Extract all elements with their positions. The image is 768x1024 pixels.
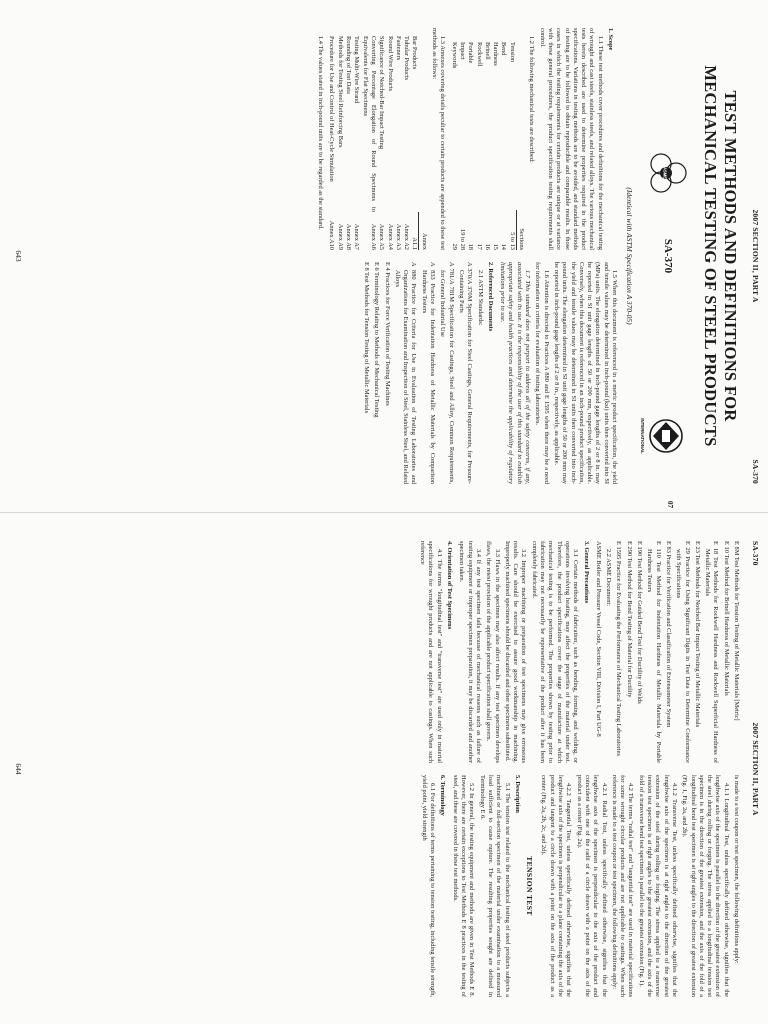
annex-name: Rounding of Test Data bbox=[345, 36, 353, 94]
asme-reference: ASME Boiler and Pressure Vessel Code, Section VIII, Division I, Part UG-8 bbox=[594, 541, 602, 737]
section-5-heading: 5. Description bbox=[513, 775, 521, 813]
reference-item: A 880 Practice for Criteria for Use in Evaluation of Testing Laboratories and Organizations for Examination and Inspection of Steel, Stainless Steel, and Related Alloys bbox=[393, 262, 418, 484]
tests-table-header: Sections bbox=[516, 210, 525, 250]
margin-revision-mark: 07 bbox=[666, 501, 674, 508]
annex-name: Methods for Testing Steel Reinforcing Bars bbox=[336, 36, 344, 148]
running-head-right bbox=[746, 541, 760, 997]
test-name: Rockwell bbox=[475, 42, 483, 67]
reference-item: E 23 Test Methods for Notched Bar Impact Testing of Metallic Materials bbox=[693, 541, 701, 728]
paragraph-2-1: 2.1 ASTM Standards: bbox=[476, 270, 484, 326]
paragraph-4-2-2: 4.2.2 Tangential Test, unless specifically defined otherwise, signifies that the lengthwise axis of the specimen is perpendicular to a plane containing the axis of the product and tangent to a circle drawn with a point on the axis of the product as a center (Fig. 2a, 2b, 2c, and 2d). bbox=[540, 775, 573, 997]
svg-text:ASME: ASME bbox=[662, 166, 668, 180]
paragraph-4-2: 4.2 The terms "radial test" and "tangential test" are used in material specifications for some wrought circular products and are not applicable to castings. When such reference is made to a test coupon or test specimen, the following definitions apply: bbox=[610, 775, 635, 997]
reference-item: E 83 Practice for Verification and Classification of Extensometer System bbox=[664, 541, 672, 728]
paragraph-5-1: 5.1 The tension test related to the mechanical testing of steel products subjects a machined or full-section specimen of the material under examination to a measured load sufficient to cause rupture. The resulting properties sought are defined in Terminology E 6. bbox=[478, 775, 511, 997]
section-4-heading: 4. Orientation of Test Specimens bbox=[446, 541, 454, 630]
annex-id: Annex A7 bbox=[353, 223, 361, 250]
right-page-column-2 bbox=[418, 775, 740, 997]
reference-item: E 6 Terminology Relating to Methods of Mechanical Testing bbox=[373, 262, 381, 418]
test-name: Brinell bbox=[483, 42, 491, 60]
test-name: Impact bbox=[458, 42, 466, 60]
paragraph-3-2: 3.2 Improper machining or preparation of test specimens may give erroneous results. Care should be exercised to assure good workmanship in machining. Improperly machined specimens should be discarded and other specimens substituted. bbox=[503, 541, 528, 763]
right-page-column-1 bbox=[416, 541, 740, 763]
annex-name: Bar Products bbox=[411, 36, 419, 70]
annex-id: Annex A4 bbox=[386, 223, 394, 250]
paragraph-4-1-1: 4.1.1 Longitudinal Test, unless specifically defined otherwise, signifies that the lengthwise axis of the specimen is parallel to the direction of the greatest extension of the steel during rolling or forging. The stress applied to a longitudinal tension test specimen is in the direction of the greatest extension, and the axis of the fold of a longitudinal bend test specimen is at right angles to the direction of greatest extension (Fig. 1, Fig. 2a, and 2b). bbox=[681, 775, 730, 997]
running-head-designation: SA-370 bbox=[751, 541, 760, 566]
reference-item: A 833 Practice for Indentation Hardness of Metallic Materials by Comparison Hardness Testers bbox=[420, 262, 437, 484]
section-6-heading: 6. Terminology bbox=[439, 775, 447, 816]
annex-id: Annex A2 bbox=[403, 223, 411, 250]
test-name: Hardness bbox=[492, 42, 500, 66]
designation-label: SA-370 bbox=[662, 238, 674, 274]
paragraph-3-4: 3.4 If any test specimen fails because of mechanical reasons such as failure of testing equipment or improper specimen preparation, it may be discarded and another specimen taken. bbox=[458, 541, 482, 763]
reference-item: E 10 Test Method for Brinell Hardness of Metallic Materials bbox=[722, 541, 730, 696]
reference-item: E 1595 Practice for Evaluating the Performance of Mechanical Testing Laboratories bbox=[615, 541, 623, 756]
reference-item: E 8 Test Methods for Tension Testing of Metallic Materials bbox=[362, 262, 370, 414]
annex-id: A1.1 bbox=[411, 237, 419, 250]
title-block bbox=[620, 30, 690, 482]
test-sections: 18 bbox=[467, 243, 475, 250]
running-head-year: 2007 SECTION II, PART A bbox=[751, 209, 760, 303]
tests-table bbox=[449, 42, 525, 250]
reference-item: E 4 Practices for Force Verification of Testing Machines bbox=[383, 262, 391, 406]
annex-id: Annex A3 bbox=[394, 223, 402, 250]
annex-name: Significance of Notched-Bar Impact Testing bbox=[378, 36, 386, 150]
paragraph-3-1: 3.1 Certain methods of fabrication, such as bending, forming, and welding, or operations involving heating, may affect the properties of the material under test. Therefore, the product specifications cover the stage of manufacture at which mechanical testing is to be performed. The properties shown by testing prior to fabrication may not necessarily be representative of the product after it has been completely fabricated. bbox=[530, 541, 580, 763]
paragraph-2-2: 2.2 ASME Document: bbox=[605, 549, 613, 606]
test-name: Portable bbox=[467, 42, 475, 64]
test-sections: 15 bbox=[492, 243, 500, 250]
paragraph-1-4: 1.4 The values stated in inch-pound units are to be regarded as the standard. bbox=[317, 36, 325, 230]
reference-item: E 290 Test Method for Bend Testing of Material for Ductility bbox=[625, 541, 633, 698]
annex-name: Converting Percentage Elongation of Round Specimens to Equivalents for Flat Specimens bbox=[361, 36, 377, 212]
annex-name: Testing Multi-Wire Strand bbox=[353, 36, 361, 104]
running-head-year: 2007 SECTION II, PART A bbox=[751, 722, 760, 816]
page-644 bbox=[0, 512, 768, 1024]
paragraph-1-7: 1.7 This standard does not purport to address all of the safety concerns, if any, associated with its use. It is the responsibility of the user of this standard to establish appropriate safety and health practices and determine the applicability of regulatory limitations prior to use. bbox=[499, 262, 532, 484]
paragraph-1-3: 1.3 Annexes covering details peculiar to certain products are appended to these test methods as follows: bbox=[431, 28, 447, 250]
page-number-643: 643 bbox=[14, 250, 23, 262]
test-sections: 29 bbox=[450, 243, 458, 250]
reference-item: E 29 Practice for Using Significant Digits in Test Data to Determine Conformance with Specifications bbox=[675, 541, 691, 763]
test-name: Bend bbox=[500, 42, 508, 56]
reference-item: E 110 Test Method for Indentation Hardness of Metallic Materials by Portable Hardness Testers bbox=[646, 541, 662, 763]
paragraph-4-1-2: 4.1.2 Transverse Test, unless specifically defined otherwise, signifies that the lengthwise axis of the specimen is at right angles to the direction of the greatest extension of the steel during rolling or forging. The stress applied to a transverse tension test specimen is at right angles to the greatest extension, and the axis of the fold of a transverse bend test specimen is parallel to the greatest extension (Fig. 1). bbox=[637, 775, 678, 997]
reference-item: E 18 Test Methods for Rockwell Hardness and Rockwell Superficial Hardness of Metallic Materials bbox=[704, 541, 720, 763]
annex-name: Round Wire Products bbox=[386, 36, 394, 92]
running-head-designation: SA-370 bbox=[751, 459, 760, 484]
annex-id: Annex A9 bbox=[336, 223, 344, 250]
reference-item: A 370/A 370M Specification for Steel Castings, General Requirements, for Pressure-Containing Parts bbox=[457, 262, 474, 484]
annex-name: Tubular Products bbox=[403, 36, 411, 80]
annexes-table bbox=[327, 36, 428, 250]
test-name: Keywords bbox=[450, 42, 458, 69]
title-line-2: MECHANICAL TESTING OF STEEL PRODUCTS bbox=[701, 65, 720, 447]
tension-test-heading: TENSION TEST bbox=[525, 856, 535, 916]
paragraph-1-1: 1.1 These test methods cover procedures and definitions for the mechanical testing of wrought and cast steels, stainless steels, and related alloys. The various mechanical tests herein described are used to determine properties required in the product specifications. Variations in testing methods are to be avoided, and standard methods of testing are to be followed to obtain reproducible and comparable results. In those cases in which the testing requirements for certain products are unique or at variance with these general procedures, the product specification testing requirements shall control. bbox=[538, 28, 604, 250]
identical-with-note: (Identical with ASTM Specification A 370-05) bbox=[625, 187, 634, 325]
annex-id: Annex A5 bbox=[378, 223, 386, 250]
test-sections: 14 bbox=[500, 243, 508, 250]
reference-item: E 8M Test Methods for Tension Testing of Metallic Materials [Metric] bbox=[733, 541, 740, 721]
test-sections: 5 to 13 bbox=[508, 232, 516, 250]
astm-international-logo bbox=[636, 410, 688, 462]
paragraph-1-5: 1.5 When this document is referenced in a metric product specification, the yield and tensile values may be determined in inch-pound (ksi) units then converted into SI (MPa) units. The elongation determined in inch-pound gage lengths of 2 or 8 in. may be reported in SI unit gage lengths of 50 or 200 mm, respectively, as applicable. Conversely, when this document is referenced in an inch-pound product specification, the yield and tensile values may be determined in SI units then converted into inch-pound units. The elongation determined in SI unit gage lengths of 50 or 200 mm may be reported in inch-pound gage lengths of 2 or 8 in., respectively, as applicable. bbox=[552, 262, 618, 484]
reference-item: E 190 Test Method for Guided Bend Test for Ductility of Welds bbox=[636, 541, 644, 704]
title-line-1: TEST METHODS AND DEFINITIONS FOR bbox=[721, 90, 740, 422]
page-number-644: 644 bbox=[14, 763, 23, 775]
left-page-column-2 bbox=[360, 262, 618, 484]
test-sections: 16 bbox=[483, 243, 491, 250]
paragraph-6-1: 6.1 For definitions of terms pertaining to tension testing, including tensile strength, yield point, yield strength bbox=[420, 775, 437, 997]
paragraph-5-2: 5.2 In general, the testing equipment and methods are given in Test Methods E 8. However, there are certain exceptions to Test Methods E 8 practices in the testing of steel, and these are covered in these test methods. bbox=[451, 775, 476, 997]
annex-id: Annex A10 bbox=[328, 220, 336, 250]
left-page-column-1 bbox=[314, 28, 618, 250]
paragraph-4-2-1: 4.2.1 Radial Test, unless specifically defined otherwise, signifies that the lengthwise axis of the specimen is perpendicular to the axis of the product and coincident with one of the radii of a circle drawn with a point on the axis of the product as a center (Fig. 2a). bbox=[575, 775, 608, 997]
annex-id: Annex A6 bbox=[369, 223, 377, 250]
paragraph-4-1: 4.1 The terms "longitudinal test" and "transverse test" are used only in material specifications for wrought products and are not applicable to castings. When such reference bbox=[419, 541, 443, 763]
annex-id: Annex A8 bbox=[345, 223, 353, 250]
test-sections: 19 to 28 bbox=[458, 229, 466, 250]
paragraph-4-1-continued: is made to a test coupon or test specimen, the following definitions apply: bbox=[733, 775, 740, 964]
section-3-heading: 3. General Precautions bbox=[582, 541, 590, 604]
paragraph-1-2: 1.2 The following mechanical tests are described: bbox=[528, 36, 536, 163]
test-name: Tension bbox=[508, 42, 516, 63]
annexes-table-header: Annex bbox=[418, 212, 427, 250]
document-title bbox=[700, 30, 740, 482]
section-1-heading: 1. Scope bbox=[607, 28, 614, 51]
annex-name: Fasteners bbox=[394, 36, 402, 61]
paragraph-1-6: 1.6 Attention is directed to Practices A 880 and E 1595 when there may be a need for information on criteria for evaluation of testing laboratories. bbox=[534, 262, 550, 484]
section-2-heading: 2. Referenced Documents bbox=[486, 262, 494, 332]
svg-text:INTERNATIONAL: INTERNATIONAL bbox=[640, 418, 645, 454]
paragraph-3-3: 3.3 Flaws in the specimen may also affect results. If any test specimen develops flaws, the retest provision of the applicable product specification shall govern. bbox=[485, 541, 501, 763]
annex-name: Procedure for Use and Control of Heat-Cycle Simulation bbox=[328, 36, 336, 182]
test-sections: 17 bbox=[475, 243, 483, 250]
running-head-left bbox=[746, 28, 760, 484]
reference-item: A 781/A 781M Specification for Castings, Steel and Alloy, Common Requirements, for General Industrial Use bbox=[439, 262, 455, 484]
